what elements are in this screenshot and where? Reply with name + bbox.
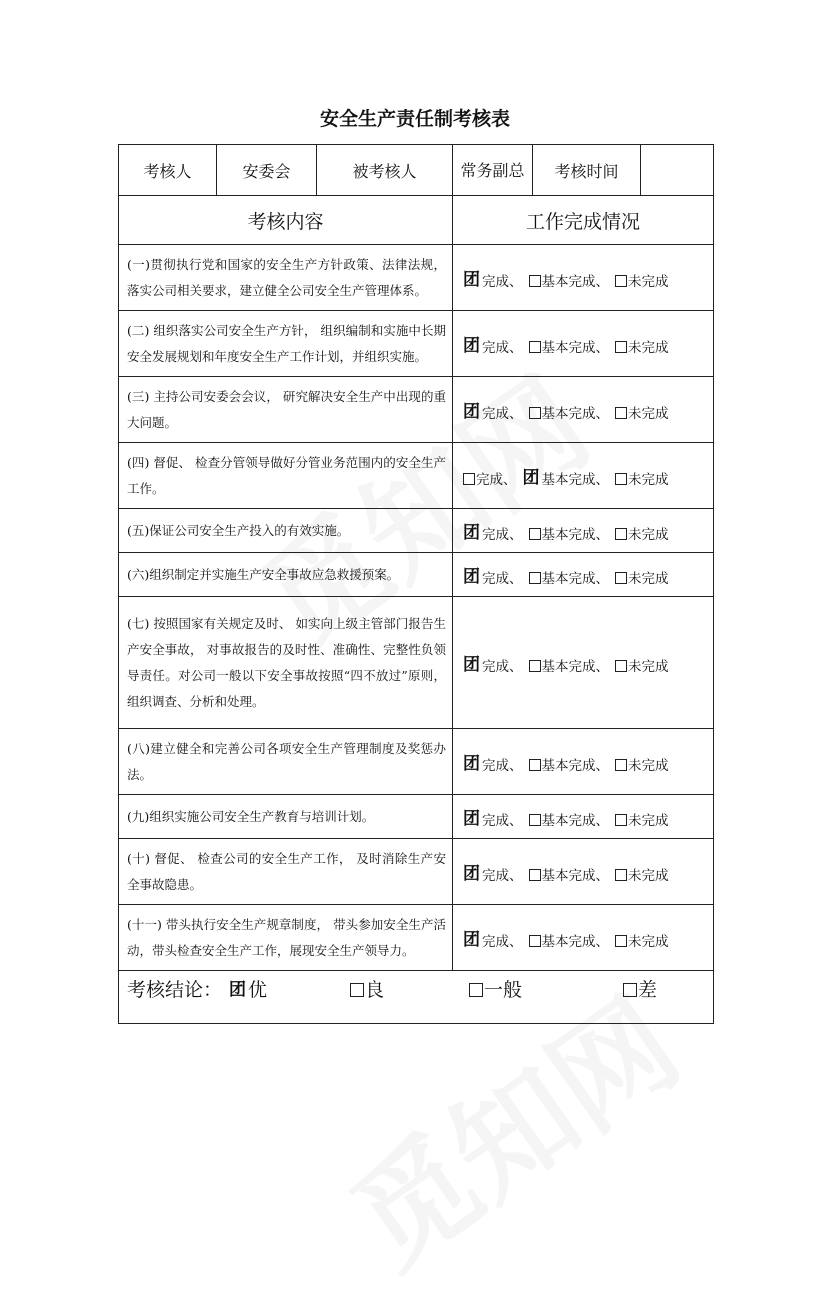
checked-box-icon: 团 [463, 809, 480, 829]
assessee-label: 被考核人 [317, 145, 453, 196]
status-option-complete[interactable] [463, 265, 523, 290]
status-option-label: 完成、 [482, 868, 523, 884]
rating-excellent-label: 优 [248, 979, 268, 1001]
item-text: (三) 主持公司安委会会议， 研究解决安全生产中出现的重大问题。 [119, 377, 453, 443]
status-option-label: 未完成 [628, 274, 669, 290]
rating-average[interactable] [469, 975, 522, 1002]
table-row [119, 443, 714, 509]
status-option-label: 未完成 [628, 527, 669, 543]
header-row [119, 145, 714, 196]
item-status [453, 729, 714, 795]
status-option-basic[interactable] [529, 523, 610, 543]
status-option-complete[interactable] [463, 650, 523, 675]
item-text: (二) 组织落实公司安全生产方针， 组织编制和实施中长期安全发展规划和年度安全生产工作计划，并组织实施。 [119, 311, 453, 377]
item-text: (一)贯彻执行党和国家的安全生产方针政策、法律法规，落实公司相关要求，建立健全公司安全生产管理体系。 [119, 245, 453, 311]
empty-checkbox-icon [529, 572, 541, 584]
empty-checkbox-icon [623, 983, 637, 997]
empty-checkbox-icon [615, 572, 627, 584]
empty-checkbox-icon [529, 660, 541, 672]
rating-poor[interactable] [623, 975, 657, 1002]
rating-good-label: 良 [365, 979, 385, 1001]
checked-box-icon: 团 [229, 980, 246, 1000]
status-option-label: 基本完成、 [541, 527, 609, 543]
conclusion-label: 考核结论： [127, 979, 223, 1001]
item-status [453, 377, 714, 443]
status-option-label: 未完成 [628, 758, 669, 774]
item-status [453, 905, 714, 971]
empty-checkbox-icon [615, 869, 627, 881]
table-row [119, 245, 714, 311]
item-status [453, 795, 714, 839]
status-option-complete[interactable] [463, 468, 517, 488]
status-option-label: 基本完成、 [541, 813, 609, 829]
status-option-basic[interactable] [529, 402, 610, 422]
status-option-label: 未完成 [628, 813, 669, 829]
status-option-label: 完成、 [482, 527, 523, 543]
status-option-label: 完成、 [482, 571, 523, 587]
empty-checkbox-icon [615, 407, 627, 419]
assessor-label: 考核人 [119, 145, 217, 196]
status-option-label: 基本完成、 [541, 758, 609, 774]
table-row [119, 509, 714, 553]
status-option-basic[interactable] [529, 930, 610, 950]
status-option-incomplete[interactable] [615, 567, 669, 587]
item-text: (五)保证公司安全生产投入的有效实施。 [119, 509, 453, 553]
empty-checkbox-icon [615, 473, 627, 485]
empty-checkbox-icon [615, 759, 627, 771]
status-option-basic[interactable] [529, 754, 610, 774]
assessment-table [118, 144, 714, 1024]
status-option-incomplete[interactable] [615, 468, 669, 488]
status-option-complete[interactable] [463, 518, 523, 543]
empty-checkbox-icon [615, 275, 627, 287]
status-option-label: 未完成 [628, 571, 669, 587]
table-row [119, 311, 714, 377]
empty-checkbox-icon [529, 935, 541, 947]
status-option-incomplete[interactable] [615, 809, 669, 829]
empty-checkbox-icon [615, 660, 627, 672]
status-option-complete[interactable] [463, 859, 523, 884]
status-option-label: 基本完成、 [541, 472, 609, 488]
table-row [119, 597, 714, 729]
item-status [453, 245, 714, 311]
status-option-basic[interactable] [529, 864, 610, 884]
status-option-label: 基本完成、 [541, 659, 609, 675]
status-option-basic[interactable] [529, 270, 610, 290]
empty-checkbox-icon [615, 814, 627, 826]
status-option-label: 完成、 [482, 659, 523, 675]
status-option-incomplete[interactable] [615, 402, 669, 422]
status-option-label: 基本完成、 [541, 406, 609, 422]
status-option-complete[interactable] [463, 749, 523, 774]
checked-box-icon: 团 [463, 523, 480, 543]
status-option-label: 完成、 [482, 758, 523, 774]
section-header-row [119, 196, 714, 245]
time-label: 考核时间 [533, 145, 641, 196]
items-body [119, 245, 714, 971]
status-option-complete[interactable] [463, 562, 523, 587]
rating-average-label: 一般 [484, 979, 523, 1001]
item-text: (四) 督促、 检查分管领导做好分管业务范围内的安全生产工作。 [119, 443, 453, 509]
table-row [119, 377, 714, 443]
status-option-label: 未完成 [628, 406, 669, 422]
status-option-incomplete[interactable] [615, 864, 669, 884]
item-status [453, 311, 714, 377]
status-option-incomplete[interactable] [615, 930, 669, 950]
status-option-complete[interactable] [463, 804, 523, 829]
table-row [119, 839, 714, 905]
status-option-label: 基本完成、 [541, 934, 609, 950]
status-option-basic[interactable] [529, 336, 610, 356]
status-header: 工作完成情况 [453, 196, 714, 245]
status-option-basic[interactable] [529, 655, 610, 675]
item-text: (七) 按照国家有关规定及时、 如实向上级主管部门报告生产安全事故， 对事故报告的及时性、准确性、完整性负领导责任。对公司一般以下安全事故按照“四不放过”原则，组织调查、分析和处理。 [119, 597, 453, 729]
status-option-complete[interactable] [463, 331, 523, 356]
status-option-label: 未完成 [628, 868, 669, 884]
content-header: 考核内容 [119, 196, 453, 245]
time-value[interactable] [641, 145, 714, 196]
conclusion-row [119, 971, 714, 1024]
empty-checkbox-icon [529, 869, 541, 881]
item-status [453, 597, 714, 729]
rating-poor-label: 差 [638, 979, 658, 1001]
status-option-incomplete[interactable] [615, 270, 669, 290]
checked-box-icon: 团 [463, 754, 480, 774]
status-option-label: 基本完成、 [541, 274, 609, 290]
item-text: (十) 督促、 检查公司的安全生产工作， 及时消除生产安全事故隐患。 [119, 839, 453, 905]
status-option-basic[interactable] [529, 809, 610, 829]
status-option-label: 未完成 [628, 659, 669, 675]
item-text: (六)组织制定并实施生产安全事故应急救援预案。 [119, 553, 453, 597]
status-option-label: 未完成 [628, 340, 669, 356]
checked-box-icon: 团 [463, 655, 480, 675]
status-option-label: 完成、 [476, 472, 517, 488]
item-status [453, 553, 714, 597]
empty-checkbox-icon [529, 275, 541, 287]
status-option-basic[interactable] [523, 463, 610, 488]
rating-good[interactable] [350, 975, 384, 1002]
status-option-label: 完成、 [482, 274, 523, 290]
table-row [119, 905, 714, 971]
table-row [119, 553, 714, 597]
status-option-label: 完成、 [482, 340, 523, 356]
empty-checkbox-icon [463, 473, 475, 485]
table-row [119, 795, 714, 839]
status-option-label: 基本完成、 [541, 340, 609, 356]
item-status [453, 839, 714, 905]
checked-box-icon: 团 [463, 402, 480, 422]
checked-box-icon: 团 [463, 270, 480, 290]
status-option-incomplete[interactable] [615, 655, 669, 675]
table-row [119, 729, 714, 795]
status-option-label: 基本完成、 [541, 868, 609, 884]
assessor-value: 安委会 [217, 145, 317, 196]
status-option-incomplete[interactable] [615, 523, 669, 543]
empty-checkbox-icon [469, 983, 483, 997]
empty-checkbox-icon [529, 759, 541, 771]
page-title: 安全生产责任制考核表 [319, 108, 510, 130]
item-text: (八)建立健全和完善公司各项安全生产管理制度及奖惩办法。 [119, 729, 453, 795]
status-option-label: 完成、 [482, 934, 523, 950]
status-option-complete[interactable] [463, 925, 523, 950]
empty-checkbox-icon [529, 407, 541, 419]
status-option-label: 未完成 [628, 472, 669, 488]
item-text: (十一) 带头执行安全生产规章制度， 带头参加安全生产活动，带头检查安全生产工作，展现安全生产领导力。 [119, 905, 453, 971]
status-option-label: 完成、 [482, 813, 523, 829]
checked-box-icon: 团 [463, 567, 480, 587]
status-option-complete[interactable] [463, 397, 523, 422]
empty-checkbox-icon [529, 341, 541, 353]
empty-checkbox-icon [615, 935, 627, 947]
item-text: (九)组织实施公司安全生产教育与培训计划。 [119, 795, 453, 839]
empty-checkbox-icon [615, 528, 627, 540]
checked-box-icon: 团 [522, 468, 540, 488]
status-option-label: 未完成 [628, 934, 669, 950]
status-option-basic[interactable] [529, 567, 610, 587]
checked-box-icon: 团 [463, 336, 480, 356]
checked-box-icon: 团 [463, 930, 480, 950]
status-option-incomplete[interactable] [615, 754, 669, 774]
item-status [453, 509, 714, 553]
checked-box-icon: 团 [463, 864, 480, 884]
status-option-label: 完成、 [482, 406, 523, 422]
status-option-label: 基本完成、 [541, 571, 609, 587]
empty-checkbox-icon [615, 341, 627, 353]
empty-checkbox-icon [529, 814, 541, 826]
rating-excellent[interactable] [229, 975, 267, 1002]
empty-checkbox-icon [350, 983, 364, 997]
status-option-incomplete[interactable] [615, 336, 669, 356]
assessee-value: 常务副总 [453, 145, 533, 196]
item-status [453, 443, 714, 509]
empty-checkbox-icon [529, 528, 541, 540]
